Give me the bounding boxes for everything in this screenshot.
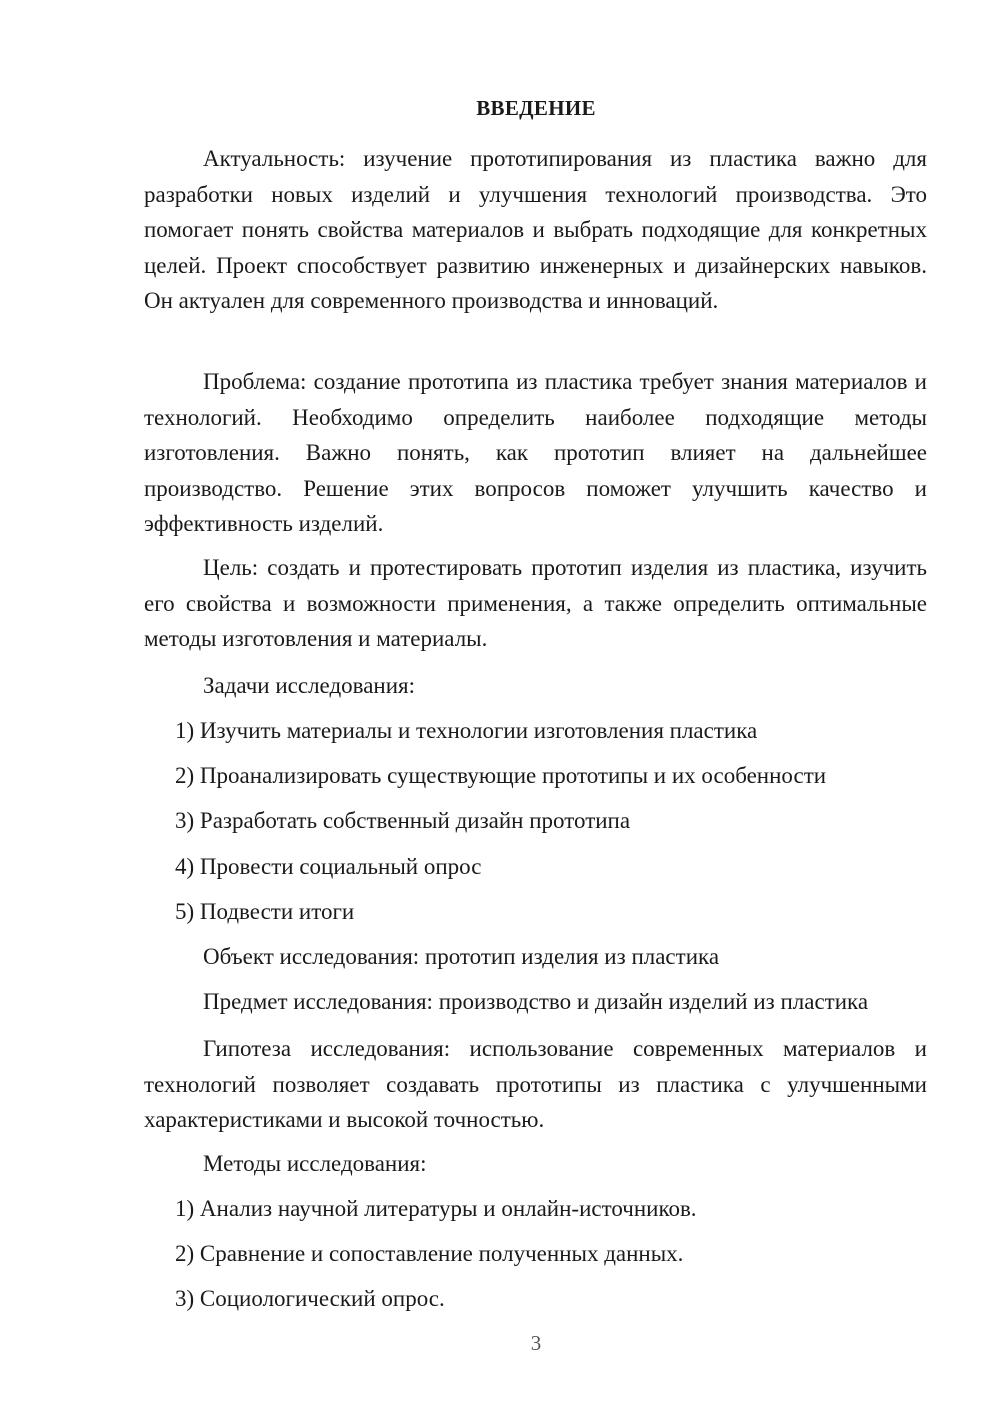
problem-paragraph bbox=[144, 364, 927, 542]
hypothesis-paragraph bbox=[144, 1031, 927, 1138]
method-item: 2) Сравнение и сопоставление полученных данных. bbox=[175, 1241, 684, 1266]
methods-heading: Методы исследования: bbox=[203, 1151, 427, 1176]
goal-text: Цель: создать и протестировать прототип изделия из пластика, изучить его свойства и возможности применения, а также определить оптимальные методы изготовления и материалы. bbox=[144, 555, 927, 651]
problem-text: Проблема: создание прототипа из пластика требует знания материалов и технологий. Необходимо определить наиболее подходящие методы изготовления. Важно понять, как прототип влияет на дальнейшее производство. Решение этих вопросов поможет улучшить качество и эффективность изделий. bbox=[144, 369, 927, 536]
tasks-heading: Задачи исследования: bbox=[203, 673, 416, 698]
task-item: 5) Подвести итоги bbox=[175, 899, 355, 924]
task-item: 2) Проанализировать существующие прототипы и их особенности bbox=[175, 763, 827, 788]
hypothesis-text: Гипотеза исследования: использование современных материалов и технологий позволяет создавать прототипы из пластика с улучшенными характеристиками и высокой точностью. bbox=[144, 1036, 927, 1132]
method-item: 1) Анализ научной литературы и онлайн-источников. bbox=[175, 1196, 697, 1221]
relevance-text: Актуальность: изучение прототипирования из пластика важно для разработки новых изделий и улучшения технологий производства. Это помогает понять свойства материалов и выбрать подходящие для конкретных целей. Проект способствует развитию инженерных и дизайнерских навыков. Он актуален для современного производства и инноваций. bbox=[144, 146, 927, 313]
page-title: ВВЕДЕНИЕ bbox=[476, 96, 596, 120]
goal-paragraph bbox=[144, 550, 927, 657]
object-line: Объект исследования: прототип изделия из пластика bbox=[203, 944, 720, 969]
page-number: 3 bbox=[530, 1331, 542, 1355]
method-item: 3) Социологический опрос. bbox=[175, 1286, 445, 1311]
task-item: 4) Провести социальный опрос bbox=[175, 854, 482, 879]
task-item: 1) Изучить материалы и технологии изготовления пластика bbox=[175, 718, 758, 743]
subject-line: Предмет исследования: производство и дизайн изделий из пластика bbox=[203, 989, 869, 1014]
task-item: 3) Разработать собственный дизайн прототипа bbox=[175, 808, 631, 833]
relevance-paragraph bbox=[144, 141, 927, 319]
